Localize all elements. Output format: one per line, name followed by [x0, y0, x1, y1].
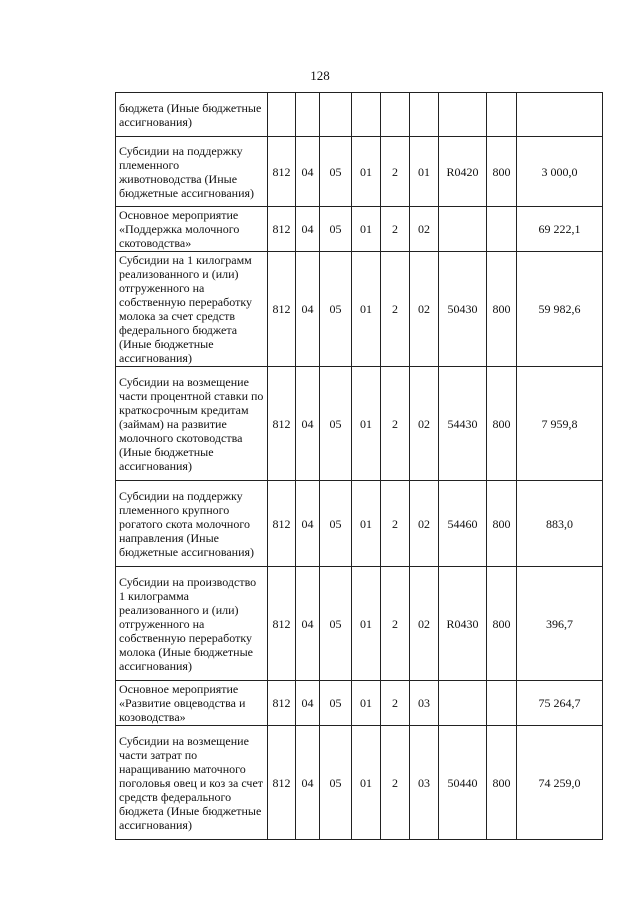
amount: 883,0	[517, 481, 603, 567]
event-code: 03	[410, 726, 439, 840]
section-code: 04	[296, 367, 320, 481]
table-row	[116, 481, 603, 567]
direction-code: 50430	[439, 252, 487, 367]
event-code: 02	[410, 207, 439, 252]
amount: 74 259,0	[517, 726, 603, 840]
table-row	[116, 367, 603, 481]
subprogram-code: 2	[381, 207, 410, 252]
row-name: Субсидии на 1 килограмм реализованного и (или) отгруженного на собственную переработку молока за счет средств федерального бюджета (Иные бюджетные ассигнования)	[116, 252, 268, 367]
subprogram-code: 2	[381, 137, 410, 207]
subsection-code: 05	[320, 681, 352, 726]
row-name: Субсидии на поддержку племенного крупного рогатого скота молочного направления (Иные бюджетные ассигнования)	[116, 481, 268, 567]
table-row	[116, 681, 603, 726]
section-code	[296, 93, 320, 137]
direction-code: R0420	[439, 137, 487, 207]
amount: 3 000,0	[517, 137, 603, 207]
table-row	[116, 137, 603, 207]
ministry-code: 812	[268, 681, 296, 726]
direction-code: 54460	[439, 481, 487, 567]
amount	[517, 93, 603, 137]
program-code: 01	[352, 726, 381, 840]
subprogram-code: 2	[381, 252, 410, 367]
table-row	[116, 252, 603, 367]
expense-type-code	[487, 681, 517, 726]
direction-code	[439, 93, 487, 137]
table-row	[116, 726, 603, 840]
expense-type-code: 800	[487, 137, 517, 207]
section-code: 04	[296, 252, 320, 367]
amount: 59 982,6	[517, 252, 603, 367]
ministry-code	[268, 93, 296, 137]
program-code: 01	[352, 567, 381, 681]
amount: 75 264,7	[517, 681, 603, 726]
subsection-code: 05	[320, 137, 352, 207]
subsection-code: 05	[320, 207, 352, 252]
ministry-code: 812	[268, 726, 296, 840]
subsection-code	[320, 93, 352, 137]
subprogram-code: 2	[381, 367, 410, 481]
amount: 396,7	[517, 567, 603, 681]
subprogram-code: 2	[381, 567, 410, 681]
row-name: Субсидии на возмещение части процентной ставки по краткосрочным кредитам (займам) на развитие молочного скотоводства (Иные бюджетные ассигнования)	[116, 367, 268, 481]
expense-type-code: 800	[487, 481, 517, 567]
table-row	[116, 567, 603, 681]
direction-code: 54430	[439, 367, 487, 481]
row-name: Субсидии на поддержку племенного животноводства (Иные бюджетные ассигнования)	[116, 137, 268, 207]
amount: 7 959,8	[517, 367, 603, 481]
row-name: Основное мероприятие «Поддержка молочного скотоводства»	[116, 207, 268, 252]
page-number: 128	[310, 68, 330, 83]
ministry-code: 812	[268, 137, 296, 207]
section-code: 04	[296, 726, 320, 840]
section-code: 04	[296, 481, 320, 567]
ministry-code: 812	[268, 481, 296, 567]
expense-type-code	[487, 93, 517, 137]
ministry-code: 812	[268, 367, 296, 481]
program-code	[352, 93, 381, 137]
ministry-code: 812	[268, 252, 296, 367]
section-code: 04	[296, 137, 320, 207]
table-row	[116, 207, 603, 252]
section-code: 04	[296, 567, 320, 681]
direction-code	[439, 207, 487, 252]
budget-table	[115, 92, 603, 840]
expense-type-code	[487, 207, 517, 252]
row-name: Субсидии на производство 1 килограмма реализованного и (или) отгруженного на собственную переработку молока (Иные бюджетные ассигнования)	[116, 567, 268, 681]
ministry-code: 812	[268, 207, 296, 252]
direction-code: R0430	[439, 567, 487, 681]
table-row	[116, 93, 603, 137]
section-code: 04	[296, 207, 320, 252]
event-code: 01	[410, 137, 439, 207]
subsection-code: 05	[320, 367, 352, 481]
expense-type-code: 800	[487, 252, 517, 367]
row-name: Субсидии на возмещение части затрат по наращиванию маточного поголовья овец и коз за счет средств федерального бюджета (Иные бюджетные ассигнования)	[116, 726, 268, 840]
event-code	[410, 93, 439, 137]
subsection-code: 05	[320, 481, 352, 567]
row-name: бюджета (Иные бюджетные ассигнования)	[116, 93, 268, 137]
event-code: 02	[410, 252, 439, 367]
expense-type-code: 800	[487, 567, 517, 681]
subprogram-code: 2	[381, 481, 410, 567]
event-code: 02	[410, 481, 439, 567]
program-code: 01	[352, 252, 381, 367]
direction-code	[439, 681, 487, 726]
section-code: 04	[296, 681, 320, 726]
subprogram-code: 2	[381, 726, 410, 840]
amount: 69 222,1	[517, 207, 603, 252]
event-code: 02	[410, 567, 439, 681]
program-code: 01	[352, 367, 381, 481]
subprogram-code	[381, 93, 410, 137]
direction-code: 50440	[439, 726, 487, 840]
row-name: Основное мероприятие «Развитие овцеводства и козоводства»	[116, 681, 268, 726]
ministry-code: 812	[268, 567, 296, 681]
subprogram-code: 2	[381, 681, 410, 726]
subsection-code: 05	[320, 567, 352, 681]
event-code: 03	[410, 681, 439, 726]
event-code: 02	[410, 367, 439, 481]
program-code: 01	[352, 207, 381, 252]
subsection-code: 05	[320, 252, 352, 367]
program-code: 01	[352, 137, 381, 207]
program-code: 01	[352, 681, 381, 726]
expense-type-code: 800	[487, 367, 517, 481]
program-code: 01	[352, 481, 381, 567]
subsection-code: 05	[320, 726, 352, 840]
expense-type-code: 800	[487, 726, 517, 840]
